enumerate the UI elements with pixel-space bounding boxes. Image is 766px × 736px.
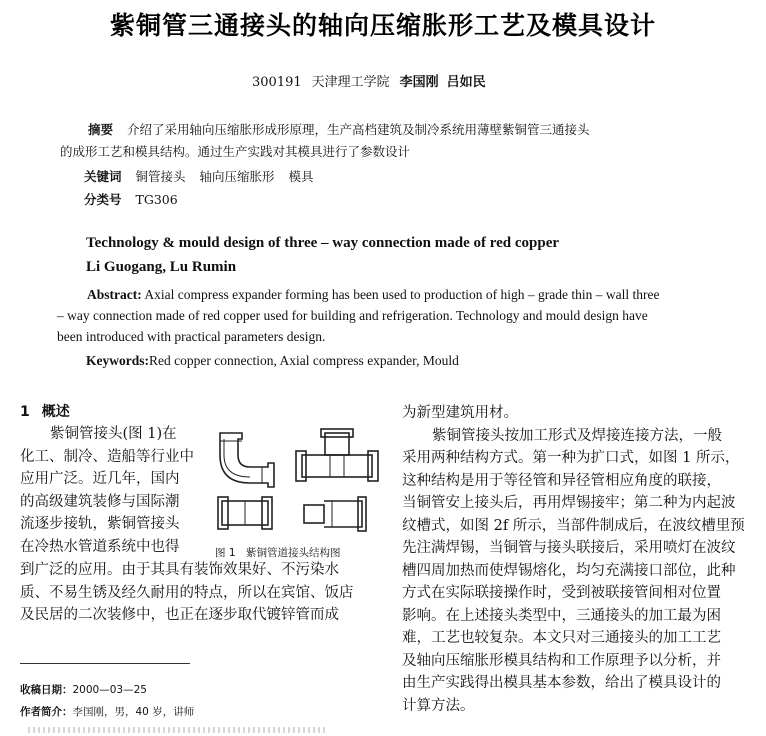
keywords-cn: [84, 166, 328, 188]
figure-caption: 图 1 紫铜管道接头结构图: [215, 547, 341, 559]
elbow-fitting-drawing: [220, 433, 274, 487]
section-heading: [20, 401, 70, 421]
paper-title: 紫铜管三通接头的轴向压缩胀形工艺及模具设计: [109, 11, 656, 40]
coupling-drawing: [218, 497, 272, 529]
text-line: 这种结构是用于等径管和异径管相应角度的联接，: [402, 472, 721, 489]
text-line: 纹槽式，如图 2f 所示，当部件制成后，在波纹槽里预: [402, 517, 745, 534]
text-line: 由生产实践得出模具基本参数，给出了模具设计的: [402, 675, 721, 691]
text-line: 采用两种结构方式。第一种为扩口式，如图 1 所示，: [402, 450, 740, 466]
classification: [84, 189, 178, 211]
section-title: 概述: [41, 404, 70, 420]
author-bio: 李国刚，男，40 岁，讲师: [72, 706, 195, 718]
author-bio-label: 作者简介：: [20, 706, 73, 718]
keywords-label: 关键词: [84, 169, 122, 184]
english-abstract-line: – way connection made of red copper used for building and refrigeration. Technology and mould design have: [57, 308, 648, 323]
text-line: 及轴向压缩胀形模具结构和工作原理予以分析，并: [402, 652, 721, 669]
keyword: 模具: [288, 169, 314, 184]
abstract-line: 介绍了采用轴向压缩胀形成形原理，生产高档建筑及制冷系统用薄壁紫铜管三通接头: [127, 122, 590, 137]
author-name-1: 李国刚: [399, 75, 439, 90]
english-keywords-text: Red copper connection, Axial compress expander, Mould: [149, 353, 459, 368]
text-line: 方式在实际联接操作时，受到被联接管间相对位置: [402, 585, 721, 601]
text-line: 的高级建筑装修与国际潮: [20, 493, 180, 510]
english-abstract: [57, 284, 729, 347]
text-line: 当铜管安上接头后，再用焊锡接牢；第二种为内起波: [402, 495, 736, 511]
author-line: [252, 71, 486, 90]
text-line: 流逐步接轨，紫铜管接头: [20, 516, 180, 532]
english-keywords: [86, 353, 459, 369]
text-line: 及民居的二次装修中，也正在逐步取代镀锌管而成: [20, 607, 339, 623]
text-line: 紫铜管接头(图 1)在: [50, 426, 177, 442]
classification-value: TG306: [135, 192, 178, 207]
received-label: 收稿日期：: [20, 684, 73, 696]
footnote-divider: [20, 663, 190, 664]
english-authors: Li Guogang, Lu Rumin: [86, 259, 237, 275]
intro-wrapped-text: [20, 423, 202, 558]
abstract-line: 的成形工艺和模具结构。通过生产实践对其模具进行了参数设计: [60, 144, 411, 159]
received-date: 2000—03—25: [72, 684, 147, 696]
text-line: 影响。在上述接头类型中，三通接头的加工最为困: [402, 607, 721, 624]
english-abstract-label: Abstract:: [87, 287, 142, 302]
text-line: 紫铜管接头按加工形式及焊接连接方法，一般: [432, 427, 722, 444]
keyword: 铜管接头: [135, 169, 186, 184]
affiliation: 天津理工学院: [311, 75, 390, 90]
intro-full-width-text: [20, 559, 376, 627]
text-line: 难，工艺也较复杂。本文只对三通接头的加工工艺: [402, 630, 721, 646]
right-column-text: [402, 402, 752, 717]
english-abstract-line: Axial compress expander forming has been used to production of high – grade thin – wall three: [144, 287, 660, 302]
text-line: 质、不易生锈及经久耐用的特点，所以在宾馆、饭店: [20, 584, 354, 601]
text-line: 计算方法。: [402, 697, 475, 714]
text-line: 先注满焊锡，当铜管与接头联接后，采用喷灯在波纹: [402, 540, 736, 556]
abstract-cn: [60, 119, 728, 163]
scan-artifact: [28, 727, 328, 733]
abstract-label: 摘要: [88, 122, 114, 137]
text-line: 在冷热水管道系统中也得: [20, 538, 180, 555]
reducer-drawing: [304, 497, 366, 531]
text-line: 应用广泛。近几年，国内: [20, 471, 180, 487]
english-keywords-label: Keywords:: [86, 353, 149, 368]
text-line: 为新型建筑用材。: [402, 405, 518, 421]
tee-fitting-drawing: [296, 429, 378, 481]
text-line: 到广泛的应用。由于其具有装饰效果好、不污染水: [20, 562, 339, 578]
english-title: Technology & mould design of three – way connection made of red copper: [86, 235, 560, 251]
text-line: 槽四周加热而使焊锡熔化，均匀充满接口部位，此种: [402, 562, 736, 579]
postcode: 300191: [252, 75, 302, 90]
author-name-2: 吕如民: [446, 75, 486, 90]
keyword: 轴向压缩胀形: [199, 169, 275, 184]
text-line: 化工、制冷、造船等行业中: [20, 448, 194, 465]
english-abstract-line: been introduced with practical parameters design.: [57, 329, 326, 344]
footnote: [20, 679, 194, 723]
pipe-fittings-figure: [212, 425, 382, 537]
classification-label: 分类号: [84, 192, 122, 207]
section-number: 1: [20, 404, 30, 420]
